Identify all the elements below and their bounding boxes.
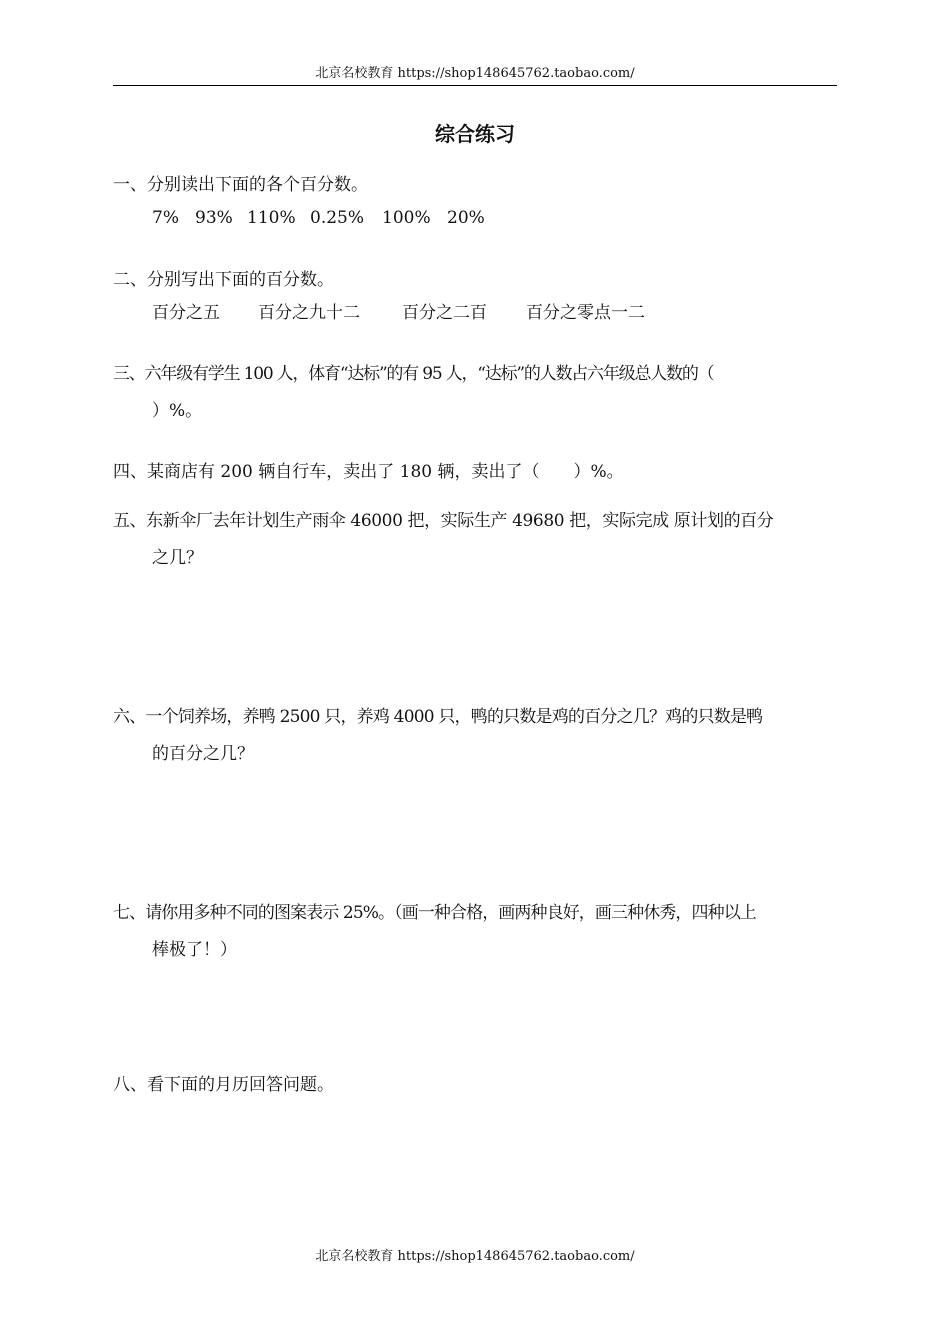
question-4: 四、某商店有 200 辆自行车，卖出了 180 辆，卖出了（ ）%。	[113, 462, 624, 482]
percent-item: 0.25%	[310, 208, 365, 228]
percent-item: 20%	[447, 208, 485, 228]
question-2-items	[152, 301, 645, 325]
question-1-items	[152, 206, 485, 230]
percent-item: 110%	[247, 208, 296, 228]
question-5-line-2: 之几？	[152, 548, 203, 568]
percent-item: 93%	[195, 208, 233, 228]
page-title: 综合练习	[435, 122, 515, 146]
page-footer: 北京名校教育 https://shop148645762.taobao.com/	[315, 1249, 635, 1264]
phrase-item: 百分之九十二	[258, 303, 360, 323]
percent-item: 7%	[152, 208, 179, 228]
question-6-line-1: 六、一个饲养场，养鸭 2500 只，养鸡 4000 只，鸭的只数是鸡的百分之几？鸡的只数是鸭	[113, 707, 763, 727]
question-3-line-2: ）%。	[152, 401, 203, 421]
phrase-item: 百分之二百	[402, 303, 487, 323]
question-3-line-1: 三、六年级有学生 100 人，体育“达标”的有 95 人，“达标”的人数占六年级总人数的（	[113, 364, 714, 384]
question-6-line-2: 的百分之几？	[152, 744, 254, 764]
percent-item: 100%	[382, 208, 431, 228]
question-5-line-1: 五、东新伞厂去年计划生产雨伞 46000 把，实际生产 49680 把，实际完成 原计划的百分	[113, 511, 774, 531]
question-7-line-1: 七、请你用多种不同的图案表示 25%。（画一种合格，画两种良好，画三种休秀，四种以上	[113, 903, 756, 923]
question-8: 八、看下面的月历回答问题。	[113, 1075, 334, 1095]
phrase-item: 百分之零点一二	[526, 303, 645, 323]
question-1: 一、分别读出下面的各个百分数。	[113, 175, 368, 195]
question-2: 二、分别写出下面的百分数。	[113, 270, 334, 290]
page-header: 北京名校教育 https://shop148645762.taobao.com/	[315, 66, 635, 81]
header-rule	[113, 85, 837, 86]
question-7-line-2: 棒极了！）	[152, 940, 237, 960]
phrase-item: 百分之五	[152, 303, 220, 323]
